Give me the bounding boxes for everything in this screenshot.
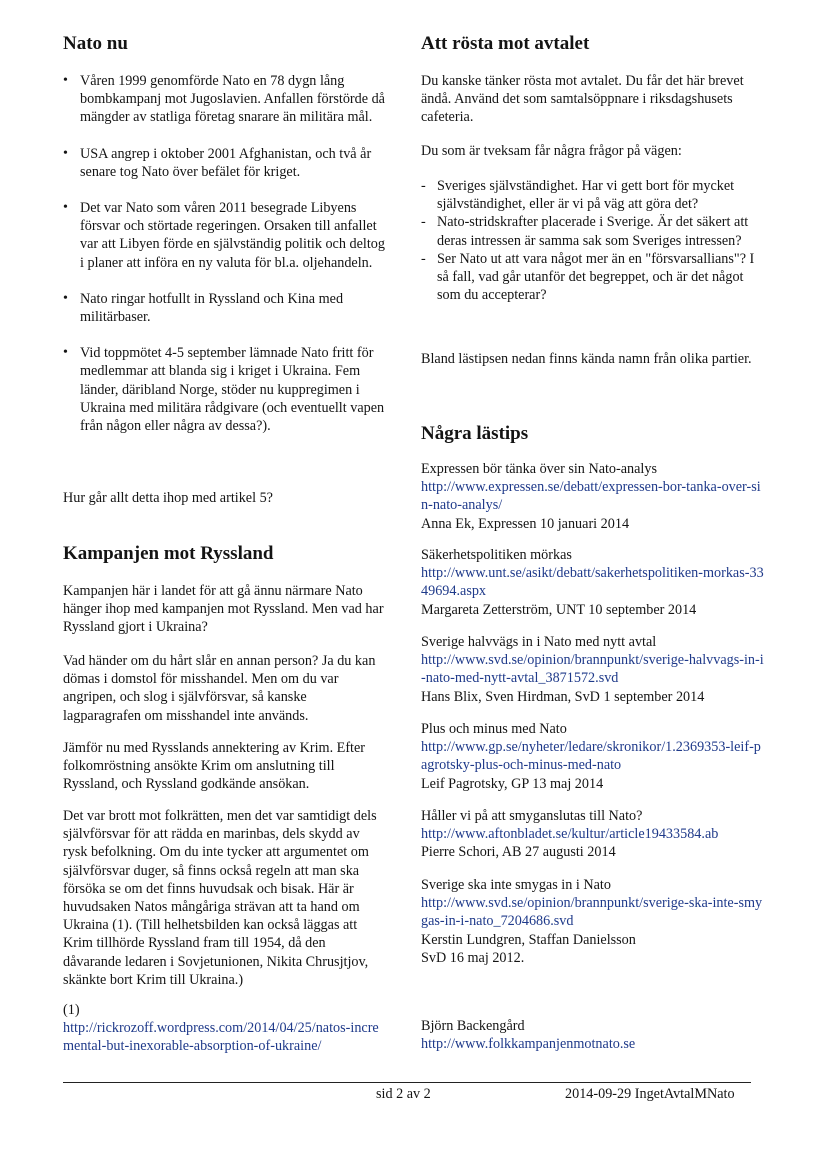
reading-tip	[421, 460, 766, 533]
question-item: - Sveriges självständighet. Har vi gett bort för mycket självständighet, eller är vi på väg att göra det?	[421, 177, 766, 213]
footer-divider	[63, 1082, 751, 1083]
tip-link[interactable]: http://www.svd.se/opinion/brannpunkt/sverige-ska-inte-smygas-in-i-nato_7204686.svd	[421, 895, 763, 930]
tip-link[interactable]: http://www.svd.se/opinion/brannpunkt/sverige-halvvags-in-i-nato-med-nytt-avtal_3871572.svd	[421, 652, 764, 687]
tip-link[interactable]: http://www.gp.se/nyheter/ledare/skronikor/1.2369353-leif-pagrotsky-plus-och-minus-med-nato	[421, 739, 761, 774]
author-link[interactable]: http://www.folkkampanjenmotnato.se	[421, 1036, 636, 1052]
tip-source: Pierre Schori, AB 27 augusti 2014	[421, 844, 616, 861]
tip-source: Leif Pagrotsky, GP 13 maj 2014	[421, 775, 604, 792]
campaign-paragraph: Vad händer om du hårt slår en annan person? Ja du kan dömas i domstol för misshandel. Men om du var angripen, och slog i självförsvar, så kanske lagparagrafen om misshandel inte används.	[63, 653, 376, 724]
question-item: - Ser Nato ut att vara något mer än en "försvarsallians"? I så fall, vad går utanför det begreppet, och är det något som du accepterar?	[421, 250, 766, 305]
reading-tip	[421, 546, 766, 619]
tip-link[interactable]: http://www.aftonbladet.se/kultur/article19433584.ab	[421, 826, 719, 843]
tip-source: Margareta Zetterström, UNT 10 september 2014	[421, 601, 697, 618]
reading-tip	[421, 876, 766, 967]
tip-source-date: SvD 16 maj 2012.	[421, 949, 525, 966]
doubt-intro: Du som är tveksam får några frågor på vägen:	[421, 143, 682, 159]
tip-title: Håller vi på att smyganslutas till Nato?	[421, 808, 643, 824]
lastips-heading: Några lästips	[421, 423, 529, 444]
campaign-paragraph: Kampanjen här i landet för att gå ännu närmare Nato hänger ihop med kampanjen mot Ryssland. Men vad har Ryssland gjort i Ukraina?	[63, 583, 384, 636]
reading-tip	[421, 633, 766, 706]
tip-title: Expressen bör tänka över sin Nato-analys	[421, 461, 657, 477]
tip-source: Hans Blix, Sven Hirdman, SvD 1 september 2014	[421, 688, 705, 705]
bullet-item: • Det var Nato som våren 2011 besegrade Libyens försvar och störtade regeringen. Orsaken till anfallet var att Libyen förde en självständig politik och deltog i planer att införa en ny valuta för bl.a. oljehandeln.	[63, 199, 385, 272]
nato-bullet-list	[63, 72, 385, 435]
tip-link[interactable]: http://www.unt.se/asikt/debatt/sakerhetspolitiken-morkas-3349694.aspx	[421, 565, 764, 600]
author-name: Björn Backengård	[421, 1018, 525, 1034]
bullet-item: • Våren 1999 genomförde Nato en 78 dygn lång bombkampanj mot Jugoslavien. Anfallen förstörde då mängder av statliga företag snarare än militära mål.	[63, 72, 385, 127]
campaign-paragraph: Det var brott mot folkrätten, men det var samtidigt dels självförsvar för att rädda en marinbas, dels skydd av rysk befolkning. Om du inte tycker att argumentet om självförsvar duger, så finns också regeln att man ska försöka se om det finns huvudsak och bisak. Här är huvudsaken Natos mångåriga strävan att ta hand om Ukraina (1). (Till helhetsbilden kan också läggas att Krim tillhörde Ryssland fram till 1954, då den dåvarande ledaren i Sovjetunionen, Nikita Chrusjtjov, skänkte bort Krim till Ukraina.)	[63, 808, 377, 988]
page-number: sid 2 av 2	[376, 1086, 431, 1102]
footnote-label: (1)	[63, 1002, 80, 1018]
rosta-heading: Att rösta mot avtalet	[421, 33, 590, 54]
tip-title: Plus och minus med Nato	[421, 721, 567, 737]
vote-intro: Du kanske tänker rösta mot avtalet. Du får det här brevet ändå. Använd det som samtalsöppnare i riksdagshusets cafeteria.	[421, 73, 744, 126]
tip-source: Anna Ek, Expressen 10 januari 2014	[421, 515, 630, 532]
tips-intro: Bland lästipsen nedan finns kända namn från olika partier.	[421, 351, 752, 367]
reading-tip	[421, 807, 766, 862]
document-id: 2014-09-29 IngetAvtalMNato	[565, 1086, 735, 1102]
tip-title: Säkerhetspolitiken mörkas	[421, 547, 572, 563]
tip-title: Sverige ska inte smygas in i Nato	[421, 877, 611, 893]
tip-source: Kerstin Lundgren, Staffan Danielsson	[421, 931, 636, 948]
campaign-paragraph: Jämför nu med Rysslands annektering av Krim. Efter folkomröstning ansökte Krim om anslutning till Ryssland, och Ryssland godkände ansökan.	[63, 740, 366, 793]
tip-title: Sverige halvvägs in i Nato med nytt avtal	[421, 634, 657, 650]
tip-link[interactable]: http://www.expressen.se/debatt/expressen-bor-tanka-over-sin-nato-analys/	[421, 479, 761, 514]
question-list	[421, 177, 766, 304]
bullet-item: • Nato ringar hotfullt in Ryssland och Kina med militärbaser.	[63, 290, 385, 326]
nato-nu-heading: Nato nu	[63, 33, 128, 54]
bullet-item: • USA angrep i oktober 2001 Afghanistan, och två år senare tog Nato över befälet för kriget.	[63, 145, 385, 181]
article5-question: Hur går allt detta ihop med artikel 5?	[63, 490, 273, 506]
kampanjen-heading: Kampanjen mot Ryssland	[63, 543, 274, 564]
reading-tip	[421, 720, 766, 793]
bullet-item: • Vid toppmötet 4-5 september lämnade Nato fritt för medlemmar att blanda sig i kriget i Ukraina. Fem länder, däribland Norge, stöder nu kuppregimen i Ukraina med militära rådgivare (och eventuellt vapen från någon eller några av dessa?).	[63, 344, 385, 435]
footnote-link[interactable]: http://rickrozoff.wordpress.com/2014/04/25/natos-incremental-but-inexorable-absorption-of-ukraine/	[63, 1020, 379, 1055]
question-item: - Nato-stridskrafter placerade i Sverige. Är det säkert att deras intressen är samma sak som Sveriges intressen?	[421, 213, 766, 249]
